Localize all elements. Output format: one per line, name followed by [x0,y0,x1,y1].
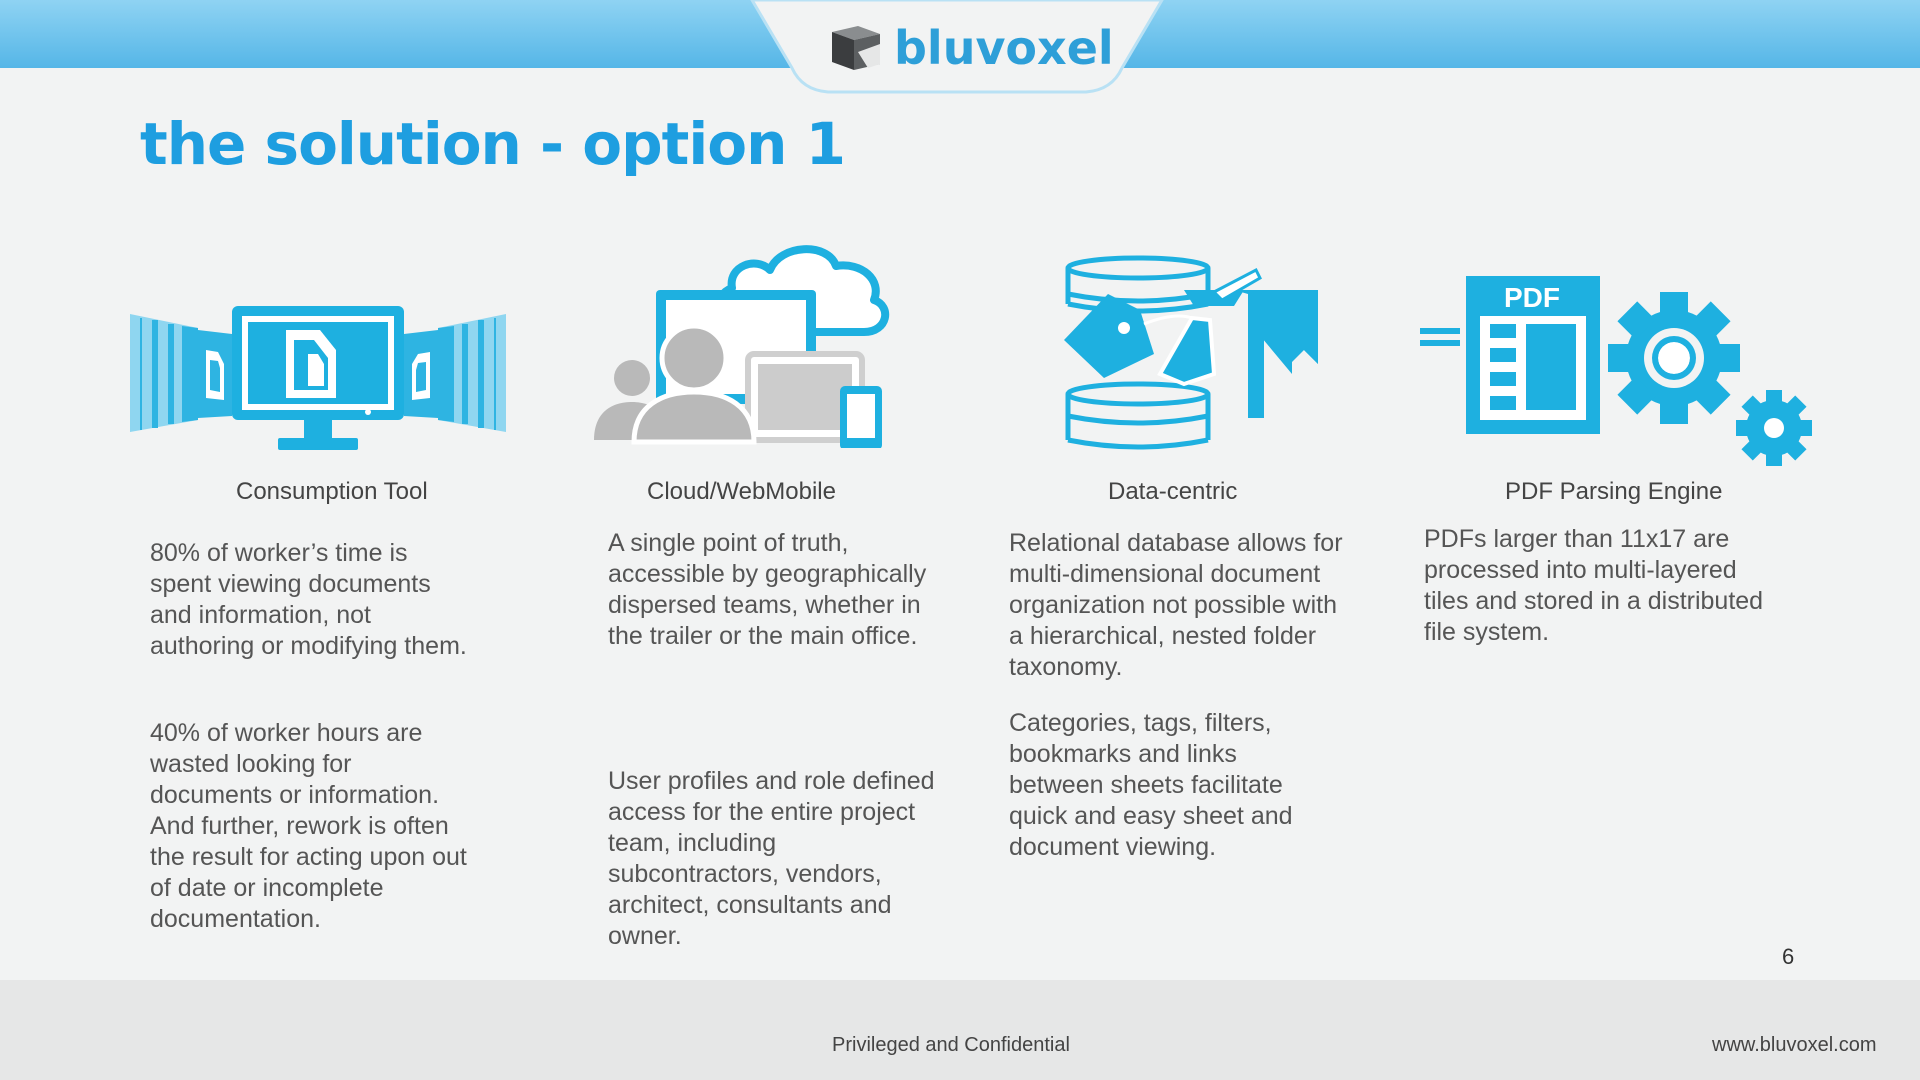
column-label-cloud-webmobile: Cloud/WebMobile [647,478,836,505]
column-label-data-centric: Data-centric [1108,478,1238,505]
database-tags-icon [1064,254,1328,454]
paragraph: PDFs larger than 11x17 are processed into multi-layered tiles and stored in a distributed file system. [1424,525,1764,646]
paragraph: A single point of truth, accessible by geographically dispersed teams, whether in the trailer or the main office. [608,529,927,650]
cloud-devices-users-icon [592,236,932,448]
page-number: 6 [1782,944,1795,969]
footer-url[interactable]: www.bluvoxel.com [1712,1034,1877,1056]
paragraph: User profiles and role defined access for the entire project team, including subcontractors, vendors, architect, consultants and owner. [608,767,935,950]
logo-text: bluvoxel [894,21,1114,75]
monitor-documents-icon [128,300,508,460]
paragraph: Relational database allows for multi-dimensional document organization not possible with a hierarchical, nested folder taxonomy. [1009,529,1343,681]
pdf-label: PDF [1504,282,1560,313]
pdf-gears-icon [1418,270,1820,472]
paragraph: 80% of worker’s time is spent viewing documents and information, not authoring or modifying them. [150,539,467,660]
footer-confidential: Privileged and Confidential [832,1034,1070,1056]
column-label-consumption-tool: Consumption Tool [236,478,428,505]
voxel-cube-icon [828,22,884,74]
page-title: the solution - option 1 [140,110,845,178]
paragraph: 40% of worker hours are wasted looking for documents or information. And further, rework is often the result for acting upon out of date or incomplete documentation. [150,719,467,933]
logo [828,22,1114,74]
paragraph: Categories, tags, filters, bookmarks and links between sheets facilitate quick and easy sheet and document viewing. [1009,709,1293,861]
footer-band [0,980,1920,1080]
column-label-pdf-parsing-engine: PDF Parsing Engine [1505,478,1723,505]
